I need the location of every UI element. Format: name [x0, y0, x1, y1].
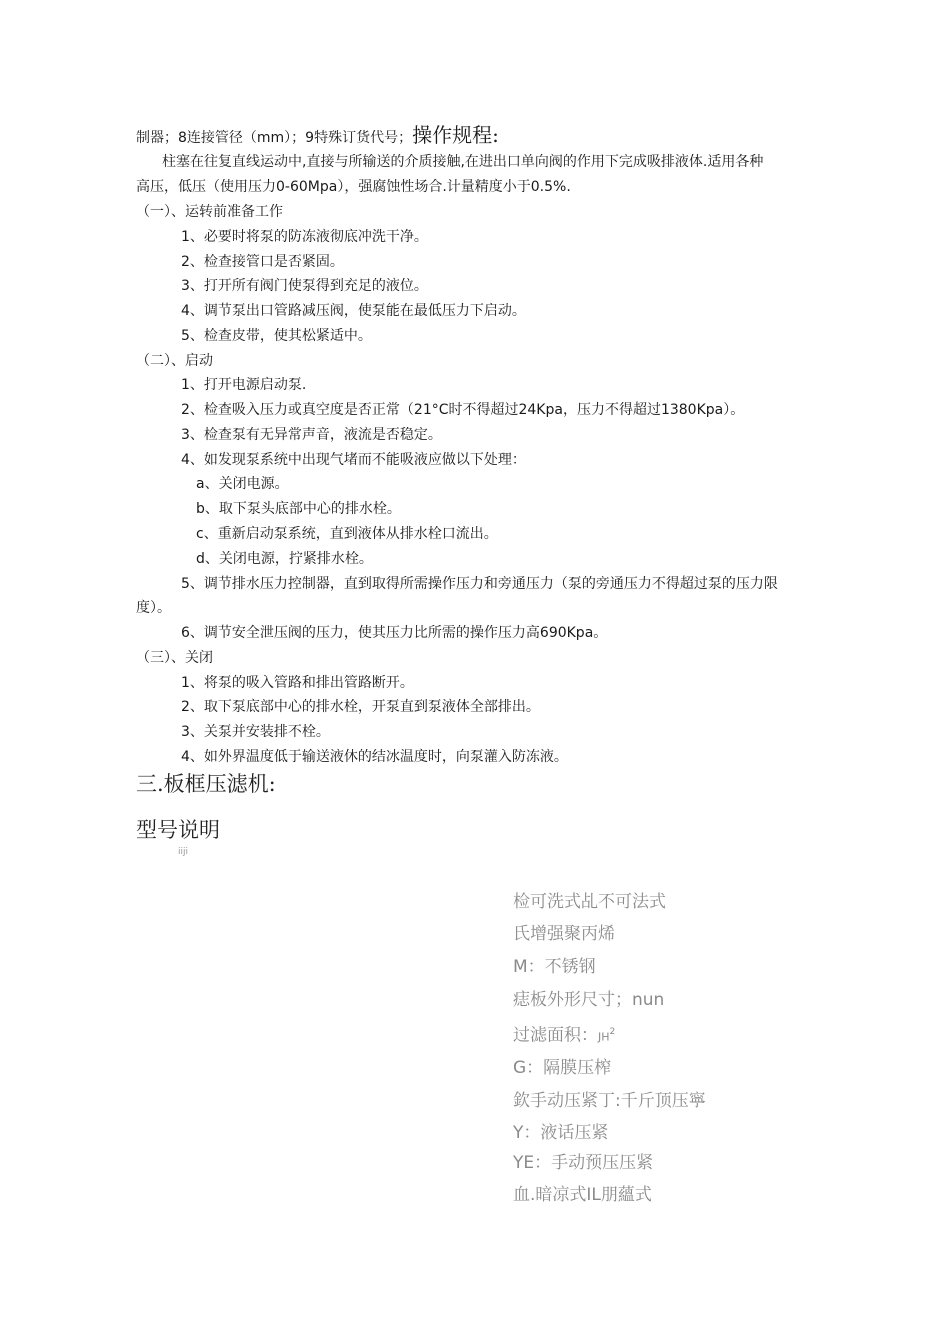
heading-model-description: 型号说明 — [136, 818, 220, 842]
sub-list-item: a、关闭电源。 — [196, 476, 289, 492]
list-item: 3、打开所有阀门使泵得到充足的液位。 — [181, 278, 428, 294]
list-item: 3、检查泵有无异常声音，液流是否稳定。 — [181, 427, 442, 443]
sub-list-item: b、取下泵头底部中心的排水栓。 — [196, 501, 401, 517]
legend-item-filter-area-sup: 2 — [609, 1027, 616, 1037]
model-diagram-mark: iiji — [178, 847, 189, 857]
list-item: 5、调节排水压力控制器，直到取得所需操作压力和旁通压力（泵的旁通压力不得超过泵的压力限 — [181, 576, 778, 592]
legend-item-polypropylene: 氏增强聚丙烯 — [513, 924, 615, 944]
intro-title: 操作规程: — [412, 123, 499, 147]
intro-prefix: 制器；8连接管径（mm）；9特殊订货代号； — [136, 130, 413, 146]
section-title-prep: （一）、运转前准备工作 — [136, 204, 283, 220]
intro-paragraph-1: 柱塞在往复直线运动中,直接与所输送的介质接触,在进出口单向阀的作用下完成吸排液体.适用各种 — [162, 154, 764, 170]
section-title-shutdown: （三）、关闭 — [136, 650, 213, 666]
list-item: 2、检查接管口是否紧固。 — [181, 254, 344, 270]
legend-item-flow-type: 血.暗凉式IL朋蘊式 — [513, 1185, 652, 1205]
list-item: 5、检查皮带，使其松紧适中。 — [181, 328, 372, 344]
legend-item-hydraulic: Y：液话压紧 — [513, 1123, 609, 1143]
legend-item-filter-area-unit: JH — [598, 1030, 610, 1044]
list-item-continuation: 度）。 — [136, 600, 171, 616]
list-item: 1、将泵的吸入管路和排出管路断开。 — [181, 675, 414, 691]
legend-item-diaphragm: G：隔膜压榨 — [513, 1058, 612, 1078]
legend-item-manual-press: 欽手动压紧丁:千斤顶压寧 — [513, 1091, 706, 1111]
list-item: 4、如外界温度低于输送液休的结冰温度时，向泵灌入防冻液。 — [181, 749, 568, 765]
legend-item-plate-size: 痣板外形尺寸；nun — [513, 990, 665, 1010]
section-title-start: （二）、启动 — [136, 353, 213, 369]
legend-item-stainless: M：不锈钢 — [513, 957, 596, 977]
list-item: 6、调节安全泄压阀的压力，使其压力比所需的操作压力高690Kpa。 — [181, 625, 608, 641]
list-item: 2、取下泵底部中心的排水栓，开泵直到泵液体全部排出。 — [181, 699, 540, 715]
sub-list-item: c、重新启动泵系统，直到液体从排水栓口流出。 — [196, 526, 498, 542]
list-item: 1、打开电源启动泵. — [181, 377, 307, 393]
legend-item-filter-area-label: 过滤面积： — [513, 1025, 598, 1046]
intro-paragraph-2: 高压，低压（使用压力0-60Mpa），强腐蚀性场合.计量精度小于0.5%. — [136, 179, 571, 195]
legend-item-manual-prepress: YE：手动预压压紧 — [513, 1153, 654, 1173]
sub-list-item: d、关闭电源，拧紧排水栓。 — [196, 551, 373, 567]
list-item: 3、关泵并安装排不栓。 — [181, 724, 330, 740]
heading-filter-press: 三.板框压滤机: — [136, 772, 276, 796]
legend-item-filter-area — [513, 1021, 615, 1049]
list-item: 2、检查吸入压力或真空度是否正常（21°C时不得超过24Kpa，压力不得超过1380Kpa）。 — [181, 402, 745, 418]
legend-item-washable: 检可洗式乩不可法式 — [513, 892, 666, 912]
list-item: 1、必要时将泵的防冻液彻底冲洗干净。 — [181, 229, 428, 245]
list-item: 4、如发现泵系统中出现气堵而不能吸液应做以下处理： — [181, 452, 526, 468]
list-item: 4、调节泵出口管路减压阀，使泵能在最低压力下启动。 — [181, 303, 526, 319]
intro-line — [136, 122, 499, 148]
